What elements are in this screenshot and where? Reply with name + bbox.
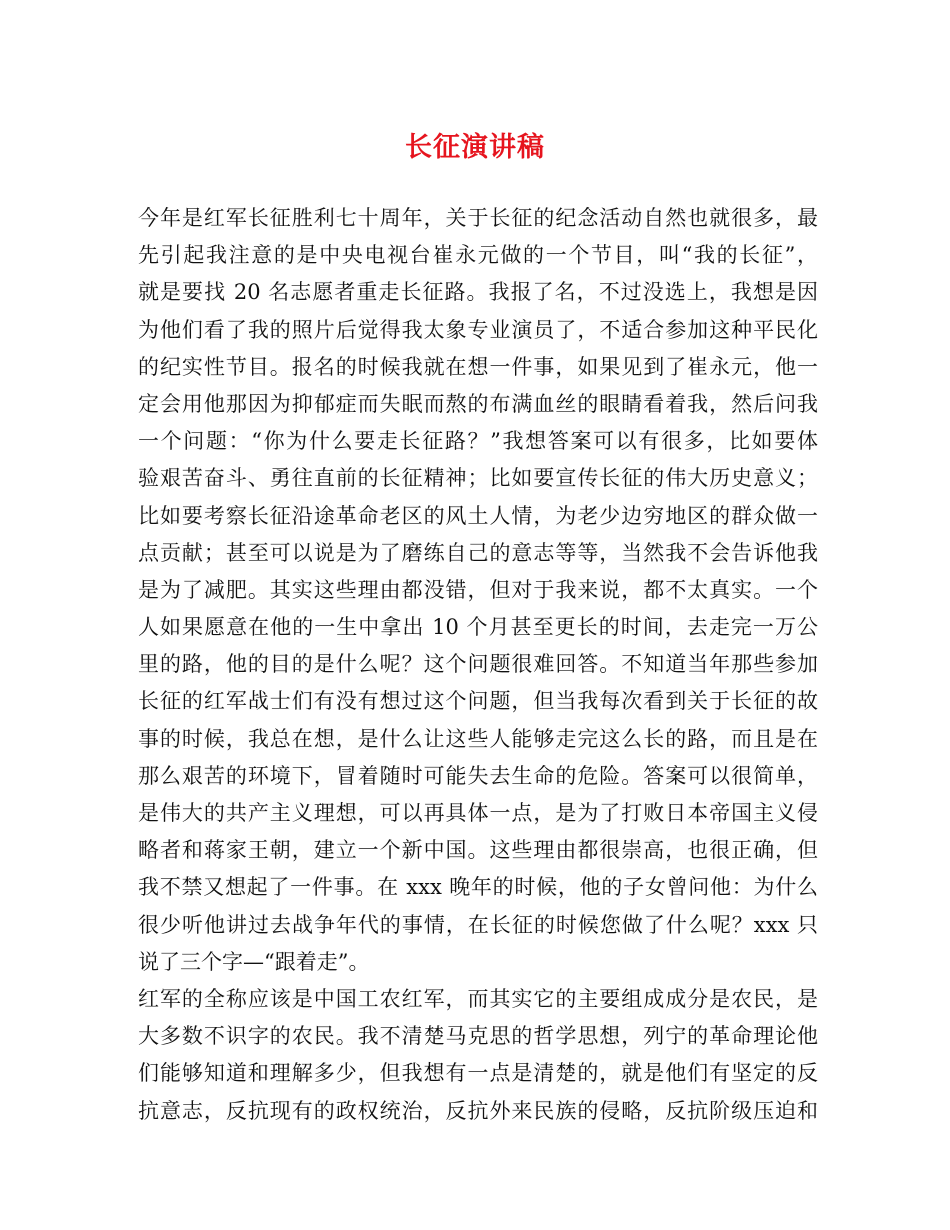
body-text-line: 点贡献；甚至可以说是为了磨练自己的意志等等，当然我不会告诉他我 <box>138 540 818 565</box>
body-text-line: 比如要考察长征沿途革命老区的风土人情，为老少边穷地区的群众做一 <box>138 503 818 528</box>
body-text-line: 事的时候，我总在想，是什么让这些人能够走完这么长的路，而且是在 <box>138 726 818 751</box>
body-text-line: 长征的红军战士们有没有想过这个问题，但当我每次看到关于长征的故 <box>138 689 818 714</box>
body-text-line: 的纪实性节目。报名的时候我就在想一件事，如果见到了崔永元，他一 <box>138 354 818 379</box>
body-text-line: 说了三个字—“跟着走”。 <box>138 949 370 974</box>
body-text-line: 红军的全称应该是中国工农红军，而其实它的主要组成成分是农民，是 <box>138 986 818 1011</box>
body-text-line: 略者和蒋家王朝，建立一个新中国。这些理由都很崇高，也很正确，但 <box>138 838 818 863</box>
body-text-line: 很少听他讲过去战争年代的事情，在长征的时候您做了什么呢？xxx 只 <box>138 912 818 937</box>
body-text-line: 是为了减肥。其实这些理由都没错，但对于我来说，都不太真实。一个 <box>138 577 818 602</box>
document-body <box>138 200 818 1130</box>
body-text-line: 一个问题：“你为什么要走长征路？”我想答案可以有很多，比如要体 <box>138 429 818 454</box>
body-text-line: 验艰苦奋斗、勇往直前的长征精神；比如要宣传长征的伟大历史意义； <box>138 466 818 491</box>
body-text-line: 是伟大的共产主义理想，可以再具体一点，是为了打败日本帝国主义侵 <box>138 801 818 825</box>
body-text-line: 定会用他那因为抑郁症而失眠而熬的布满血丝的眼睛看着我，然后问我 <box>138 391 818 416</box>
body-text-line: 就是要找 20 名志愿者重走长征路。我报了名，不过没选上，我想是因 <box>138 280 818 305</box>
document-title: 长征演讲稿 <box>405 132 545 163</box>
body-text-line: 们能够知道和理解多少，但我想有一点是清楚的，就是他们有坚定的反 <box>138 1061 818 1086</box>
body-text-line: 人如果愿意在他的一生中拿出 10 个月甚至更长的时间，去走完一万公 <box>138 615 818 640</box>
body-text-line: 今年是红军长征胜利七十周年，关于长征的纪念活动自然也就很多，最 <box>138 206 818 230</box>
body-text-line: 大多数不识字的农民。我不清楚马克思的哲学思想，列宁的革命理论他 <box>138 1024 818 1049</box>
body-text-line: 为他们看了我的照片后觉得我太象专业演员了，不适合参加这种平民化 <box>138 317 818 342</box>
body-text-line: 里的路，他的目的是什么呢？这个问题很难回答。不知道当年那些参加 <box>138 652 818 677</box>
body-text-line: 先引起我注意的是中央电视台崔永元做的一个节目，叫“我的长征”， <box>138 243 818 268</box>
body-text-line: 抗意志，反抗现有的政权统治，反抗外来民族的侵略，反抗阶级压迫和 <box>138 1098 818 1123</box>
body-text-line: 我不禁又想起了一件事。在 xxx 晚年的时候，他的子女曾问他：为什么 <box>138 875 818 900</box>
body-text-line: 那么艰苦的环境下，冒着随时可能失去生命的危险。答案可以很简单， <box>138 763 818 788</box>
